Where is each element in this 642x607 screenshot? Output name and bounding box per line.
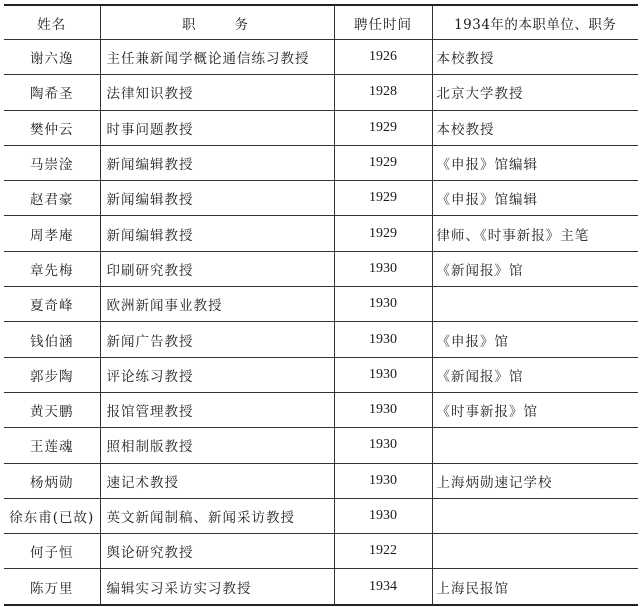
table-row xyxy=(4,569,638,605)
cell-role: 主任兼新闻学概论通信练习教授 xyxy=(100,40,334,75)
table-row xyxy=(4,40,638,75)
cell-unit: 上海炳勋速记学校 xyxy=(432,463,638,498)
faculty-table xyxy=(4,4,638,606)
cell-name: 钱伯涵 xyxy=(4,322,100,357)
table-row xyxy=(4,322,638,357)
table-row xyxy=(4,145,638,180)
cell-year: 1929 xyxy=(334,110,432,145)
table-row xyxy=(4,357,638,392)
cell-name: 黄天鹏 xyxy=(4,392,100,427)
cell-name: 周孝庵 xyxy=(4,216,100,251)
cell-unit: 《新闻报》馆 xyxy=(432,251,638,286)
cell-role: 编辑实习采访实习教授 xyxy=(100,569,334,605)
table-row xyxy=(4,498,638,533)
cell-name: 夏奇峰 xyxy=(4,287,100,322)
cell-name: 章先梅 xyxy=(4,251,100,286)
cell-name: 谢六逸 xyxy=(4,40,100,75)
cell-unit: 《申报》馆编辑 xyxy=(432,145,638,180)
cell-unit: 《申报》馆 xyxy=(432,322,638,357)
cell-name: 徐东甫(已故) xyxy=(4,498,100,533)
cell-year: 1928 xyxy=(334,75,432,110)
cell-year: 1930 xyxy=(334,428,432,463)
cell-year: 1934 xyxy=(334,569,432,605)
cell-year: 1930 xyxy=(334,357,432,392)
cell-year: 1930 xyxy=(334,392,432,427)
table-row xyxy=(4,75,638,110)
table-row xyxy=(4,181,638,216)
header-year: 聘任时间 xyxy=(334,5,432,40)
cell-name: 杨炳勋 xyxy=(4,463,100,498)
cell-year: 1929 xyxy=(334,145,432,180)
cell-role: 评论练习教授 xyxy=(100,357,334,392)
cell-unit: 律师、《时事新报》主笔 xyxy=(432,216,638,251)
header-unit: 1934年的本职单位、职务 xyxy=(432,5,638,40)
cell-year: 1922 xyxy=(334,534,432,569)
cell-role: 新闻编辑教授 xyxy=(100,145,334,180)
cell-name: 樊仲云 xyxy=(4,110,100,145)
table-row xyxy=(4,428,638,463)
header-role: 职 务 xyxy=(100,5,334,40)
cell-role: 速记术教授 xyxy=(100,463,334,498)
cell-unit: 北京大学教授 xyxy=(432,75,638,110)
cell-year: 1930 xyxy=(334,498,432,533)
cell-role: 欧洲新闻事业教授 xyxy=(100,287,334,322)
table-row xyxy=(4,216,638,251)
cell-unit xyxy=(432,428,638,463)
table-row xyxy=(4,392,638,427)
cell-unit xyxy=(432,534,638,569)
cell-role: 印刷研究教授 xyxy=(100,251,334,286)
cell-unit xyxy=(432,287,638,322)
cell-year: 1930 xyxy=(334,251,432,286)
cell-unit: 《申报》馆编辑 xyxy=(432,181,638,216)
cell-unit: 《时事新报》馆 xyxy=(432,392,638,427)
cell-name: 赵君豪 xyxy=(4,181,100,216)
cell-year: 1930 xyxy=(334,322,432,357)
cell-unit: 本校教授 xyxy=(432,110,638,145)
cell-role: 报馆管理教授 xyxy=(100,392,334,427)
cell-year: 1929 xyxy=(334,181,432,216)
table-row xyxy=(4,251,638,286)
cell-role: 时事问题教授 xyxy=(100,110,334,145)
cell-role: 新闻编辑教授 xyxy=(100,216,334,251)
cell-role: 英文新闻制稿、新闻采访教授 xyxy=(100,498,334,533)
cell-year: 1926 xyxy=(334,40,432,75)
cell-role: 新闻广告教授 xyxy=(100,322,334,357)
cell-name: 马崇淦 xyxy=(4,145,100,180)
faculty-table-container xyxy=(4,4,638,606)
cell-year: 1930 xyxy=(334,287,432,322)
cell-unit: 本校教授 xyxy=(432,40,638,75)
header-name: 姓名 xyxy=(4,5,100,40)
table-row xyxy=(4,463,638,498)
cell-year: 1929 xyxy=(334,216,432,251)
cell-role: 舆论研究教授 xyxy=(100,534,334,569)
cell-role: 新闻编辑教授 xyxy=(100,181,334,216)
cell-name: 陶希圣 xyxy=(4,75,100,110)
table-row xyxy=(4,534,638,569)
cell-unit: 上海民报馆 xyxy=(432,569,638,605)
cell-name: 何子恒 xyxy=(4,534,100,569)
cell-year: 1930 xyxy=(334,463,432,498)
cell-name: 王莲魂 xyxy=(4,428,100,463)
table-row xyxy=(4,287,638,322)
cell-unit: 《新闻报》馆 xyxy=(432,357,638,392)
cell-name: 陈万里 xyxy=(4,569,100,605)
table-header-row xyxy=(4,5,638,40)
cell-name: 郭步陶 xyxy=(4,357,100,392)
cell-role: 法律知识教授 xyxy=(100,75,334,110)
table-row xyxy=(4,110,638,145)
cell-unit xyxy=(432,498,638,533)
cell-role: 照相制版教授 xyxy=(100,428,334,463)
